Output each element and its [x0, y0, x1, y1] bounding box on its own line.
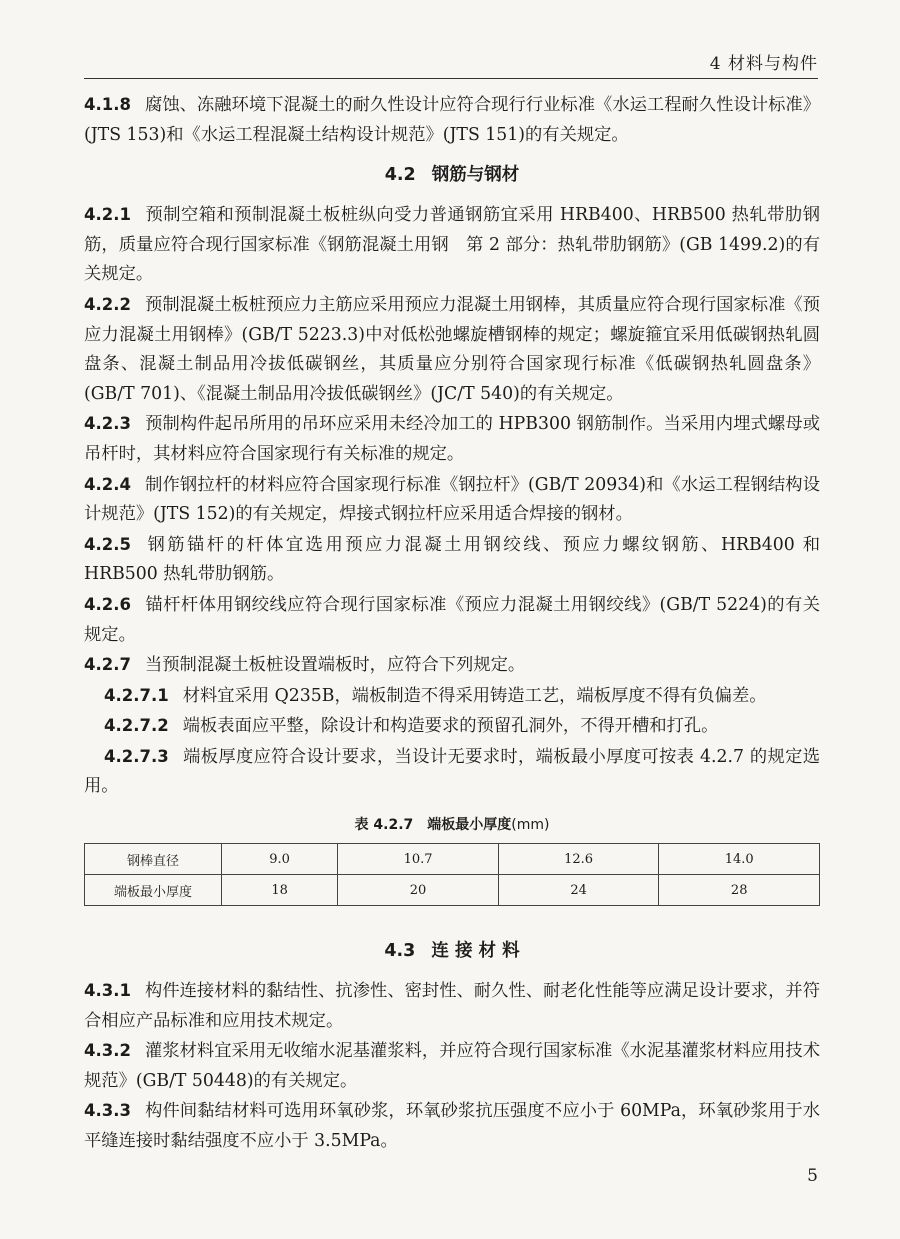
clause-number: 4.2.1 [84, 205, 131, 225]
section-number: 4.3 [384, 941, 416, 962]
clause-text: 材料宜采用 Q235B，端板制造不得采用铸造工艺，端板厚度不得有负偏差。 [182, 685, 767, 706]
clause-text: 灌浆材料宜采用无收缩水泥基灌浆料，并应符合现行国家标准《水泥基灌浆材料应用技术规范》(GB/T 50448)的有关规定。 [84, 1041, 820, 1091]
row-label: 端板最小厚度 [85, 875, 222, 906]
table-caption [84, 814, 820, 834]
clause-4-2-5 [84, 530, 820, 590]
table-cell: 10.7 [338, 844, 499, 875]
clause-4-2-7-2 [84, 711, 820, 742]
clause-4-2-7-3 [84, 742, 820, 802]
clause-4-2-7 [84, 650, 820, 681]
clause-4-3-2 [84, 1036, 820, 1096]
clause-number: 4.2.7 [84, 655, 131, 675]
table-cell: 28 [659, 875, 820, 906]
clause-number: 4.2.2 [84, 294, 131, 314]
content [84, 90, 820, 1157]
clause-number: 4.3.3 [84, 1101, 131, 1121]
clause-4-1-8 [84, 90, 820, 150]
page-number: 5 [807, 1166, 818, 1186]
clause-number: 4.3.2 [84, 1041, 131, 1061]
clause-number: 4.2.6 [84, 594, 131, 614]
clause-text: 预制混凝土板桩预应力主筋应采用预应力混凝土用钢棒，其质量应符合现行国家标准《预应力混凝土用钢棒》(GB/T 5223.3)中对低松弛螺旋槽钢棒的规定；螺旋箍宜采用低碳钢热轧圆盘条、混凝土制品用冷拔低碳钢丝，其质量应分别符合国家现行标准《低碳钢热轧圆盘条》(GB/T 701)、《混凝土制品用冷拔低碳钢丝》(JC/T 540)的有关规定。 [84, 294, 820, 404]
clause-4-2-2 [84, 290, 820, 409]
clause-text: 腐蚀、冻融环境下混凝土的耐久性设计应符合现行行业标准《水运工程耐久性设计标准》(JTS 153)和《水运工程混凝土结构设计规范》(JTS 151)的有关规定。 [84, 95, 820, 145]
table-cell: 18 [222, 875, 338, 906]
table-row [85, 844, 820, 875]
row-label: 钢棒直径 [85, 844, 222, 875]
table-cell: 9.0 [222, 844, 338, 875]
section-title: 连 接 材 料 [431, 941, 520, 962]
section-number: 4.2 [384, 165, 416, 186]
clause-4-2-3 [84, 409, 820, 469]
running-header: 4 材料与构件 [709, 54, 818, 74]
table-cell: 12.6 [498, 844, 659, 875]
clause-number: 4.2.7.2 [104, 716, 169, 736]
table-unit: (mm) [511, 817, 550, 834]
clause-text: 构件连接材料的黏结性、抗渗性、密封性、耐久性、耐老化性能等应满足设计要求，并符合相应产品标准和应用技术规定。 [84, 981, 820, 1031]
clause-number: 4.2.3 [84, 414, 131, 434]
clause-number: 4.2.5 [84, 534, 131, 554]
clause-text: 锚杆杆体用钢绞线应符合现行国家标准《预应力混凝土用钢绞线》(GB/T 5224)的有关规定。 [84, 594, 820, 645]
clause-number: 4.2.4 [84, 474, 131, 494]
clause-text: 构件间黏结材料可选用环氧砂浆，环氧砂浆抗压强度不应小于 60MPa，环氧砂浆用于水平缝连接时黏结强度不应小于 3.5MPa。 [84, 1101, 820, 1152]
table-cell: 24 [498, 875, 659, 906]
table-title: 端板最小厚度 [427, 817, 512, 834]
clause-4-3-3 [84, 1096, 820, 1156]
clause-text: 预制构件起吊所用的吊环应采用未经冷加工的 HPB300 钢筋制作。当采用内埋式螺母或吊杆时，其材料应符合国家现行有关标准的规定。 [84, 414, 820, 464]
header-rule [84, 78, 818, 79]
clause-number: 4.3.1 [84, 981, 131, 1001]
clause-4-3-1 [84, 976, 820, 1036]
clause-number: 4.2.7.3 [104, 746, 169, 766]
clause-number: 4.1.8 [84, 95, 131, 114]
clause-text: 钢筋锚杆的杆体宜选用预应力混凝土用钢绞线、预应力螺纹钢筋、HRB400 和 HRB500 热轧带肋钢筋。 [84, 534, 820, 585]
end-plate-thickness-table [84, 843, 820, 906]
clause-text: 制作钢拉杆的材料应符合国家现行标准《钢拉杆》(GB/T 20934)和《水运工程钢结构设计规范》(JTS 152)的有关规定，焊接式钢拉杆应采用适合焊接的钢材。 [84, 474, 820, 525]
clause-4-2-1 [84, 200, 820, 290]
table-row [85, 875, 820, 906]
clause-text: 端板厚度应符合设计要求，当设计无要求时，端板最小厚度可按表 4.2.7 的规定选用。 [84, 746, 820, 797]
clause-text: 当预制混凝土板桩设置端板时，应符合下列规定。 [144, 655, 526, 676]
section-heading-4-2 [84, 160, 820, 190]
clause-4-2-6 [84, 590, 820, 650]
clause-number: 4.2.7.1 [104, 685, 169, 705]
table-cell: 14.0 [659, 844, 820, 875]
clause-text: 预制空箱和预制混凝土板桩纵向受力普通钢筋宜采用 HRB400、HRB500 热轧带肋钢筋，质量应符合现行国家标准《钢筋混凝土用钢 第 2 部分：热轧带肋钢筋》(GB 1499.2)的有关规定。 [84, 205, 820, 285]
section-title: 钢筋与钢材 [431, 165, 520, 186]
table-number: 表 4.2.7 [354, 817, 414, 834]
clause-text: 端板表面应平整，除设计和构造要求的预留孔洞外，不得开槽和打孔。 [182, 716, 719, 737]
clause-4-2-4 [84, 470, 820, 530]
table-cell: 20 [338, 875, 499, 906]
clause-4-2-7-1 [84, 681, 820, 712]
section-heading-4-3 [84, 936, 820, 966]
